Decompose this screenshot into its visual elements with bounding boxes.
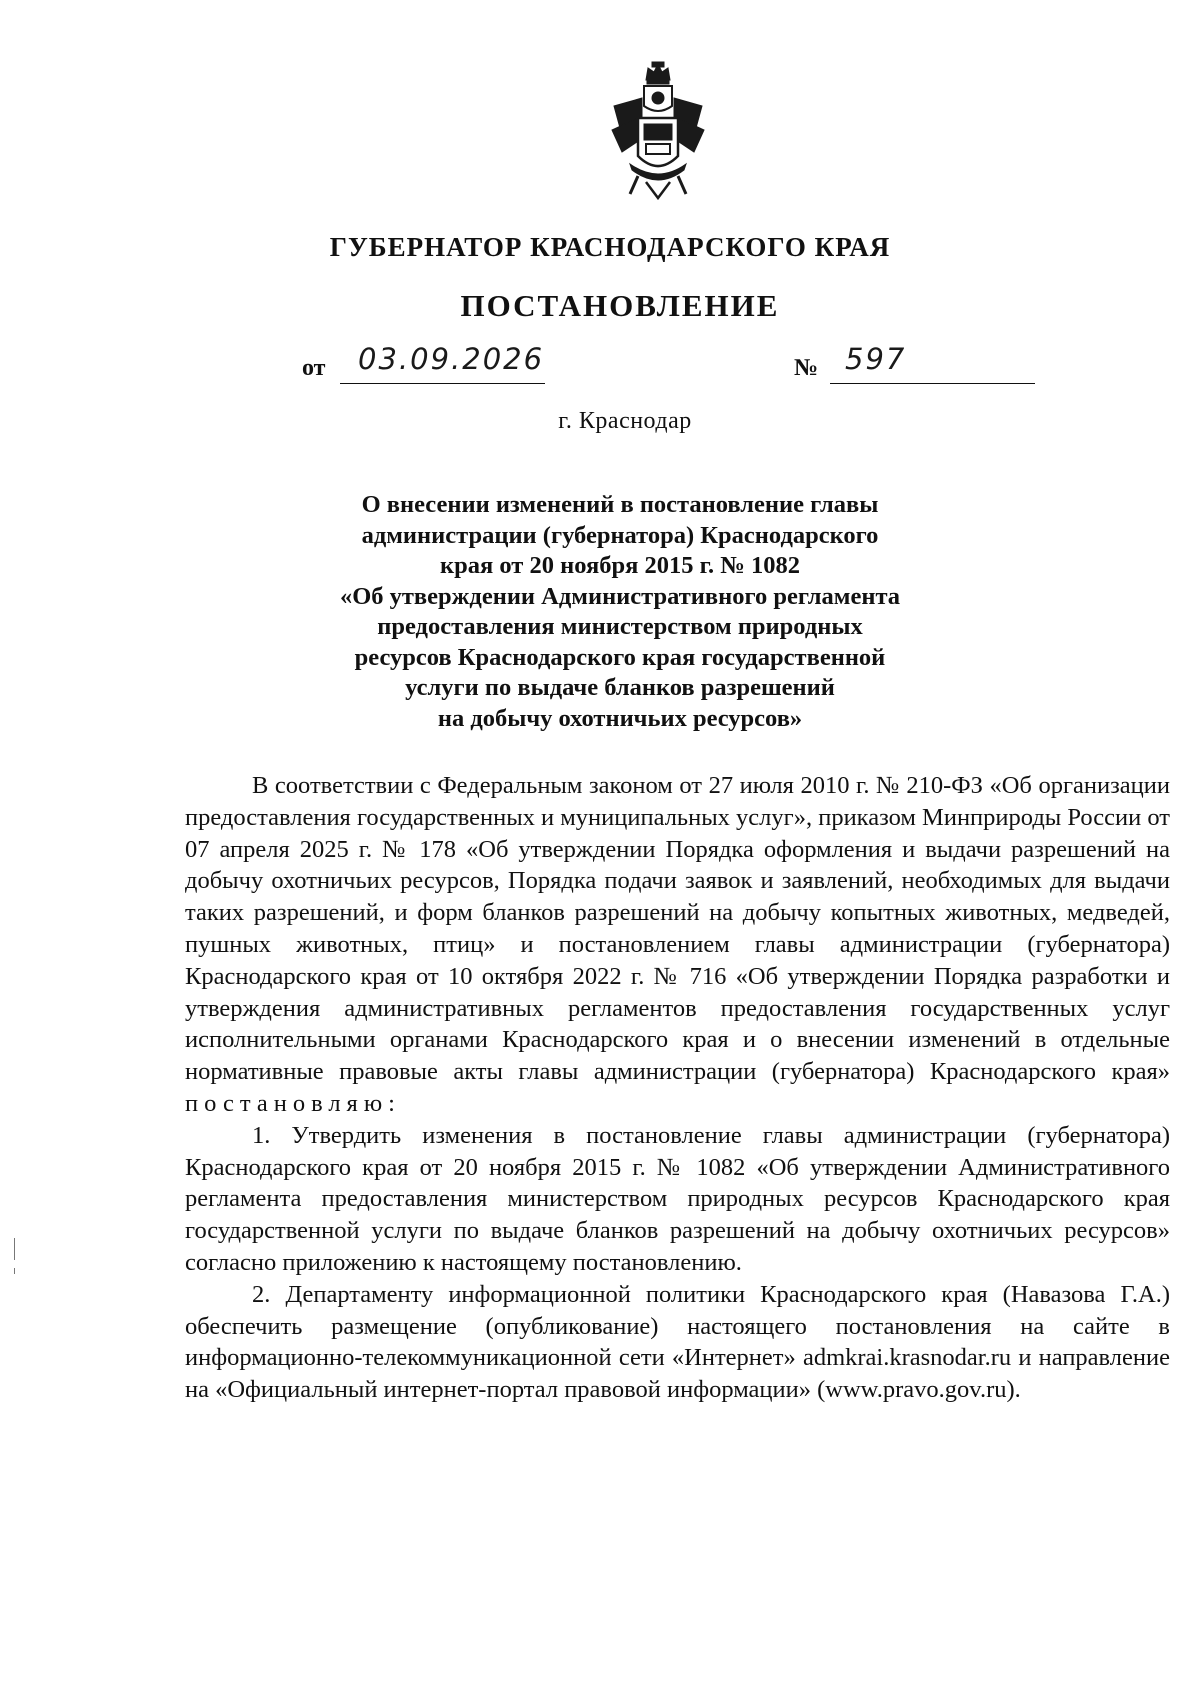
title-line: на добычу охотничьих ресурсов» <box>437 704 803 732</box>
title-line: края от 20 ноября 2015 г. № 1082 <box>440 552 800 579</box>
title-line: администрации (губернатора) Краснодарского <box>361 521 879 549</box>
date-prefix: от <box>302 355 326 381</box>
preamble-text: В соответствии с Федеральным законом от 27 июля 2010 г. № 210-ФЗ «Об организации предоставления государственных и муниципальных услуг», приказом Минприроды России от 07 апреля 2025 г. № 178 «Об утверждении Порядка оформления и выдачи разрешений на добычу охотничьих ресурсов, Порядка подачи заявок и заявлений, необходимых для выдачи таких разрешений, и форм бланков разрешений на добычу копытных животных, медведей, пушных животных, птиц» и постановлением главы администрации (губернатора) Краснодарского края от 10 октября 2022 г. № 716 «Об утверждении Порядка разработки и утверждения административных регламентов предоставления государственных услуг исполнительными органами Краснодарского края и о внесении изменений в отдельные нормативные правовые акты главы администрации (губернатора) Краснодарского края» <box>185 772 1170 1086</box>
number-underline <box>830 383 1035 384</box>
preamble-paragraph <box>185 770 1170 1120</box>
coat-of-arms-icon <box>608 58 708 208</box>
title-line: О внесении изменений в постановление главы <box>361 491 879 518</box>
title-line: предоставления министерством природных <box>377 613 863 640</box>
scan-margin-mark <box>14 1238 15 1260</box>
decree-word: постановляю: <box>185 1089 401 1117</box>
document-number: 597 <box>845 342 907 376</box>
document-title <box>260 490 980 734</box>
title-line: ресурсов Краснодарского края государственной <box>354 643 886 671</box>
title-line: «Об утверждении Административного регламента <box>339 582 901 610</box>
document-type: ПОСТАНОВЛЕНИЕ <box>460 288 780 323</box>
number-prefix: № <box>794 355 819 381</box>
title-line: услуги по выдаче бланков разрешений <box>405 674 835 701</box>
scan-margin-mark <box>14 1268 15 1274</box>
document-date: 03.09.2026 <box>358 342 545 376</box>
issuing-authority: ГУБЕРНАТОР КРАСНОДАРСКОГО КРАЯ <box>329 232 891 262</box>
item-paragraph-1: 1. Утвердить изменения в постановление главы администрации (губернатора) Краснодарского края от 20 ноября 2015 г. № 1082 «Об утверждении Административного регламента предоставления министерством природных ресурсов Краснодарского края государственной услуги по выдаче бланков разрешений на добычу охотничьих ресурсов» согласно приложению к настоящему постановлению. <box>185 1121 1170 1276</box>
city: г. Краснодар <box>558 408 692 434</box>
document-body <box>185 770 1170 1406</box>
item-paragraph-2: 2. Департаменту информационной политики Краснодарского края (Навазова Г.А.) обеспечить размещение (опубликование) настоящего постановления на сайте в информационно-телекоммуникационной сети «Интернет» admkrai.krasnodar.ru и направление на «Официальный интернет-портал правовой информации» (www.pravo.gov.ru). <box>185 1280 1170 1404</box>
date-underline <box>340 383 545 384</box>
